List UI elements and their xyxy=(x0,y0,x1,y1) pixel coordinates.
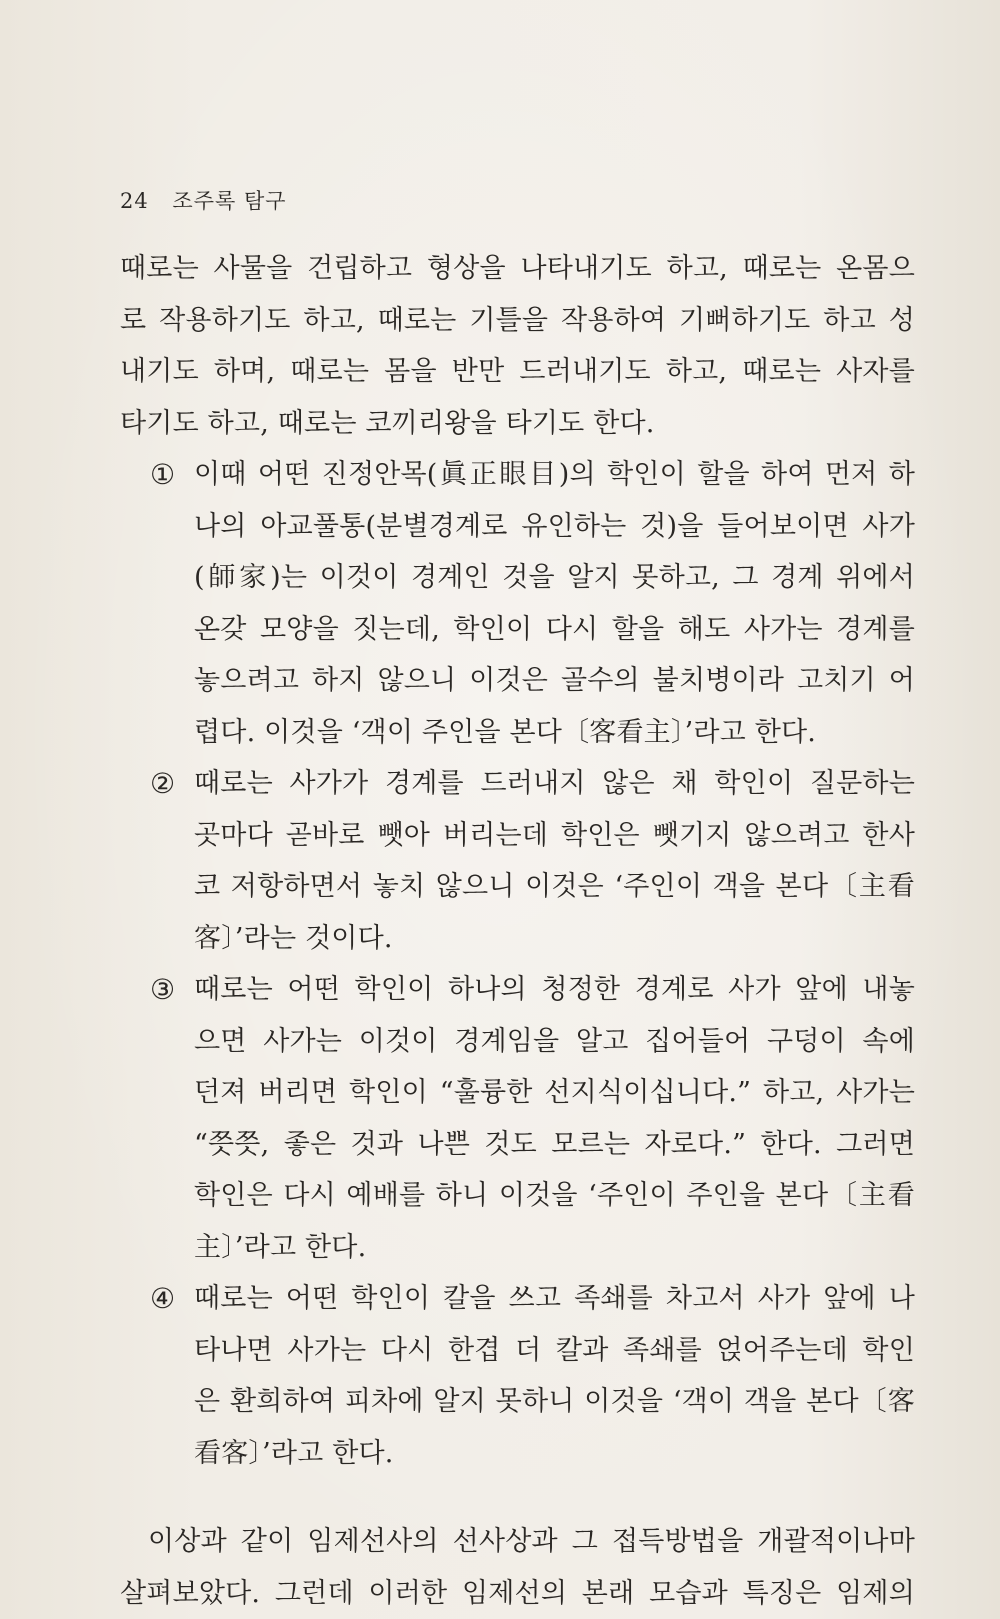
text-line: 이상과 같이 임제선사의 선사상과 그 접득방법을 개괄적이나마 xyxy=(148,1526,915,1557)
text-line: 은 환희하여 피차에 알지 못하니 이것을 ‘객이 객을 본다〔客 xyxy=(194,1386,915,1417)
running-head xyxy=(120,185,287,215)
text-line: 때로는 어떤 학인이 하나의 청정한 경계로 사가 앞에 내놓 xyxy=(194,974,915,1005)
list-item-4 xyxy=(120,1273,915,1479)
intro-paragraph xyxy=(120,243,915,449)
text-line: 看客〕’라고 한다. xyxy=(194,1437,394,1469)
item-marker: ① xyxy=(150,458,176,491)
text-line: 내기도 하며, 때로는 몸을 반만 드러내기도 하고, 때로는 사자를 xyxy=(120,356,915,387)
text-line: 코 저항하면서 놓치 않으니 이것은 ‘주인이 객을 본다〔主看 xyxy=(194,871,915,902)
text-line: 던져 버리면 학인이 “훌륭한 선지식이십니다.” 하고, 사가는 xyxy=(194,1077,915,1108)
text-line: 나의 아교풀통(분별경계로 유인하는 것)을 들어보이면 사가 xyxy=(194,510,915,542)
running-title: 조주록 탐구 xyxy=(172,189,287,213)
text-line: 으면 사가는 이것이 경계임을 알고 집어들어 구덩이 속에 xyxy=(194,1025,915,1057)
text-line: 로 작용하기도 하고, 때로는 기틀을 작용하여 기뻐하기도 하고 성 xyxy=(120,304,915,336)
text-line: 主〕’라고 한다. xyxy=(194,1231,367,1263)
text-line: “쯧쯧, 좋은 것과 나쁜 것도 모르는 자로다.” 한다. 그러면 xyxy=(194,1128,915,1160)
list-item-3 xyxy=(120,964,915,1273)
paragraph-gap xyxy=(120,1479,915,1516)
item-marker: ② xyxy=(150,767,176,800)
closing-paragraph xyxy=(120,1516,915,1619)
text-line: 때로는 사물을 건립하고 형상을 나타내기도 하고, 때로는 온몸으 xyxy=(120,253,915,284)
list-item-1 xyxy=(120,449,915,758)
item-marker: ③ xyxy=(150,973,176,1006)
text-line: 곳마다 곧바로 뺏아 버리는데 학인은 뺏기지 않으려고 한사 xyxy=(194,819,915,851)
text-line: 이때 어떤 진정안목(眞正眼目)의 학인이 할을 하여 먼저 하 xyxy=(194,459,915,490)
text-line: 때로는 어떤 학인이 칼을 쓰고 족쇄를 차고서 사가 앞에 나 xyxy=(194,1283,915,1314)
text-line: 놓으려고 하지 않으니 이것은 골수의 불치병이라 고치기 어 xyxy=(194,665,915,696)
list-item-2 xyxy=(120,758,915,964)
text-line: 타기도 하고, 때로는 코끼리왕을 타기도 한다. xyxy=(120,407,655,439)
body-text xyxy=(120,243,915,1619)
text-line: 학인은 다시 예배를 하니 이것을 ‘주인이 주인을 본다〔主看 xyxy=(194,1180,915,1211)
text-line: 렵다. 이것을 ‘객이 주인을 본다〔客看主〕’라고 한다. xyxy=(194,716,817,748)
text-line: 客〕’라는 것이다. xyxy=(194,922,393,954)
item-marker: ④ xyxy=(150,1282,176,1315)
text-line: (師家)는 이것이 경계인 것을 알지 못하고, 그 경계 위에서 xyxy=(194,562,915,593)
page-number: 24 xyxy=(120,189,149,213)
text-line: 타나면 사가는 다시 한겹 더 칼과 족쇄를 얹어주는데 학인 xyxy=(194,1334,915,1366)
text-line: 살펴보았다. 그런데 이러한 임제선의 본래 모습과 특징은 임제의 xyxy=(120,1577,915,1609)
text-line: 온갖 모양을 짓는데, 학인이 다시 할을 해도 사가는 경계를 xyxy=(194,613,915,645)
text-line: 때로는 사가가 경계를 드러내지 않은 채 학인이 질문하는 xyxy=(194,768,915,799)
